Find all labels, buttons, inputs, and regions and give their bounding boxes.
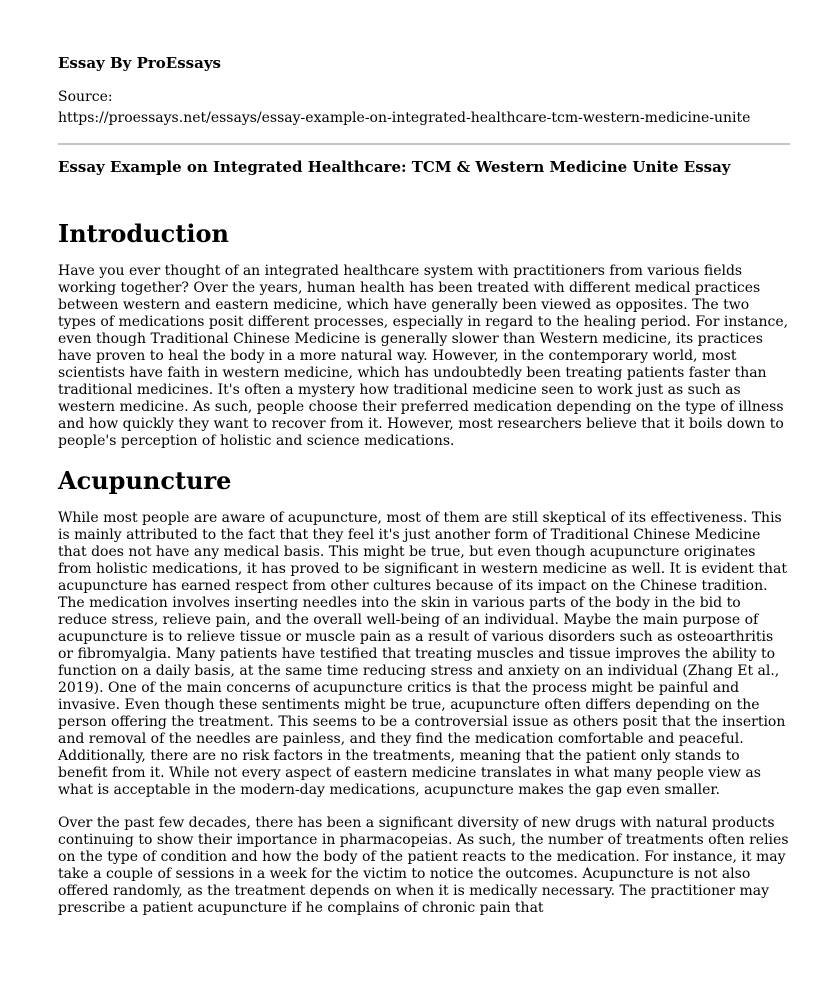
- source-label: Source:: [58, 89, 113, 105]
- source-url: https://proessays.net/essays/essay-example-on-integrated-healthcare-tcm-western-medicine-unite: [58, 110, 751, 126]
- introduction-paragraph: Have you ever thought of an integrated healthcare system with practitioners from various fields working together? Over the years, human health has been treated with different medical practices between western and eastern medicine, which have generally been viewed as opposites. The two types of medications posit different processes, especially in regard to the healing period. For instance, even though Traditional Chinese Medicine is generally slower than Western medicine, its practices have proven to heal the body in a more natural way. However, in the contemporary world, most scientists have faith in western medicine, which has undoubtedly been treating patients faster than traditional medicines. It's often a mystery how traditional medicine seen to work just as such as western medicine. As such, people choose their preferred medication depending on the type of illness and how quickly they want to recover from it. However, most researchers believe that it boils down to people's perception of holistic and science medications.: [58, 263, 789, 449]
- acupuncture-paragraph-1: While most people are aware of acupuncture, most of them are still skeptical of its effectiveness. This is mainly attributed to the fact that they feel it's just another form of Traditional Chinese Medicine that does not have any medical basis. This might be true, but even though acupuncture originates from holistic medications, it has proved to be significant in western medicine as well. It is evident that acupuncture has earned respect from other cultures because of its impact on the Chinese tradition. The medication involves inserting needles into the skin in various parts of the body in the bid to reduce stress, relieve pain, and the overall well-being of an individual. Maybe the main purpose of acupuncture is to relieve tissue or muscle pain as a result of various disorders such as osteoarthritis or fibromyalgia. Many patients have testified that treating muscles and tissue improves the ability to function on a daily basis, at the same time reducing stress and anxiety on an individual (Zhang Et al., 2019). One of the main concerns of acupuncture critics is that the process might be painful and invasive. Even though these sentiments might be true, acupuncture often differs depending on the person offering the treatment. This seems to be a controversial issue as others posit that the insertion and removal of the needles are painless, and they find the medication comfortable and peaceful. Additionally, there are no risk factors in the treatments, meaning that the patient only stands to benefit from it. While not every aspect of eastern medicine translates in what many people view as what is acceptable in the modern-day medications, acupuncture makes the gap even smaller.: [58, 510, 787, 798]
- section-heading-introduction: Introduction: [58, 219, 229, 248]
- acupuncture-paragraph-2: Over the past few decades, there has been a significant diversity of new drugs with natural products continuing to show their importance in pharmacopeias. As such, the number of treatments often relies on the type of condition and how the body of the patient reacts to the medication. For instance, it may take a couple of sessions in a week for the victim to notice the outcomes. Acupuncture is not also offered randomly, as the treatment depends on when it is medically necessary. The practitioner may prescribe a patient acupuncture if he complains of chronic pain that: [58, 815, 789, 916]
- section-heading-acupuncture: Acupuncture: [58, 466, 232, 495]
- document-title: Essay Example on Integrated Healthcare: TCM & Western Medicine Unite Essay: [58, 158, 731, 176]
- divider-rule: [58, 143, 790, 145]
- source-block: [58, 87, 790, 129]
- brand-heading: Essay By ProEssays: [58, 54, 221, 72]
